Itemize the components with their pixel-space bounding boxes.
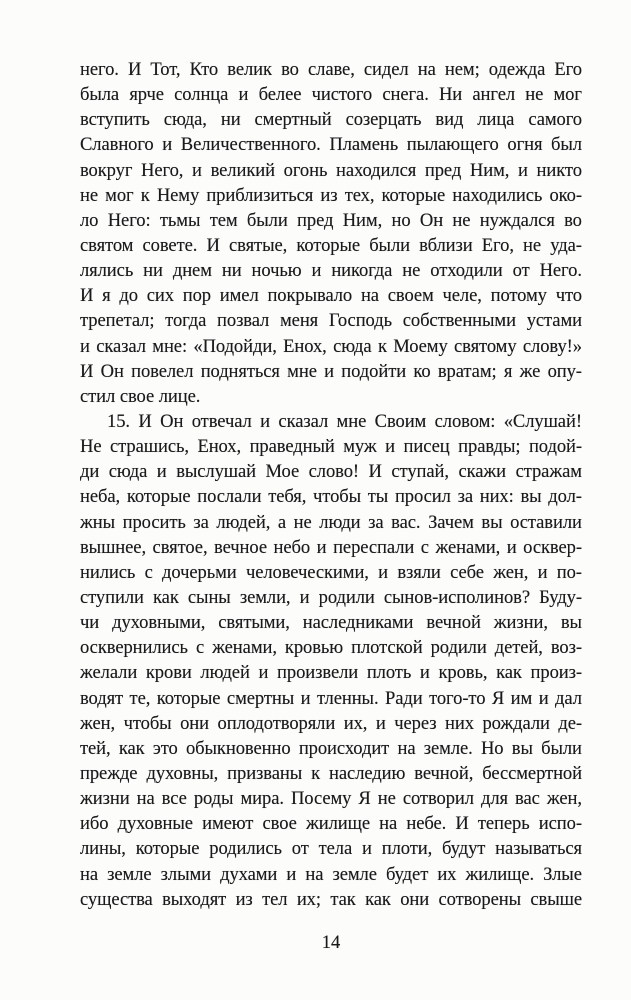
text-line: святом совете. И святые, которые были вблизи Его, не уда- <box>80 234 582 256</box>
text-line: Славного и Величественного. Пламень пылающего огня был <box>80 134 582 156</box>
text-line: на земле злыми духами и на земле будет их жилище. Злые <box>80 863 582 885</box>
text-line: стил свое лице. <box>80 385 201 407</box>
page-text <box>80 57 582 912</box>
text-line: была ярче солнца и белее чистого снега. Ни ангел не мог <box>80 84 582 106</box>
text-line: ступили как сыны земли, и родили сынов-исполинов? Буду- <box>80 586 582 608</box>
text-line: вокруг Него, и великий огонь находился пред Ним, и никто <box>80 159 582 181</box>
text-line: жен, чтобы они оплодотворяли их, и через них рождали де- <box>80 712 582 734</box>
text-line: нились с дочерьми человеческими, и взяли себе жен, и по- <box>80 561 582 583</box>
text-line: тей, как это обыкновенно происходит на земле. Но вы были <box>80 737 582 759</box>
text-line: него. И Тот, Кто велик во славе, сидел на нем; одежда Его <box>80 59 582 80</box>
text-line: лялись ни днем ни ночью и никогда не отходили от Него. <box>80 260 582 282</box>
text-line: ди сюда и выслушай Мое слово! И ступай, скажи стражам <box>80 461 582 483</box>
text-line: неба, которые послали тебя, чтобы ты просил за них: вы дол- <box>80 486 582 508</box>
text-line: ибо духовные имеют свое жилище на небе. И теперь испо- <box>80 813 582 835</box>
text-line: осквернились с женами, кровью плотской родили детей, воз- <box>80 637 582 659</box>
text-line: желали крови людей и произвели плоть и кровь, как произ- <box>80 662 582 684</box>
text-line: не мог к Нему приблизиться из тех, которые находились око- <box>80 184 582 206</box>
text-line: трепетал; тогда позвал меня Господь собственными устами <box>80 310 582 332</box>
text-line: жны просить за людей, а не люди за вас. Зачем вы оставили <box>80 511 582 533</box>
text-line: вступить сюда, ни смертный созерцать вид лица самого <box>80 109 582 131</box>
text-line: И Он повелел подняться мне и подойти ко вратам; я же опу- <box>80 360 582 382</box>
text-line: ло Него: тьмы тем были пред Ним, но Он не нуждался во <box>80 209 582 231</box>
page-number: 14 <box>321 933 341 953</box>
text-line: водят те, которые смертны и тленны. Ради того-то Я им и дал <box>80 687 582 709</box>
text-line: 15. И Он отвечал и сказал мне Своим словом: «Слушай! <box>107 410 582 432</box>
text-line: лины, которые родились от тела и плоти, будут называться <box>80 838 582 860</box>
text-line: Не страшись, Енох, праведный муж и писец правды; подой- <box>80 436 582 458</box>
text-line: чи духовными, святыми, наследниками вечной жизни, вы <box>80 612 582 634</box>
text-line: и сказал мне: «Подойди, Енох, сюда к Моему святому слову!» <box>80 335 582 357</box>
text-line: И я до сих пор имел покрывало на своем челе, потому что <box>80 285 582 307</box>
text-line: прежде духовны, призваны к наследию вечной, бессмертной <box>80 762 582 784</box>
text-line: вышнее, святое, вечное небо и переспали с женами, и осквер- <box>80 536 582 558</box>
text-line: жизни на все роды мира. Посему Я не сотворил для вас жен, <box>80 788 582 810</box>
text-line: существа выходят из тел их; так как они сотворены свыше <box>80 888 582 910</box>
